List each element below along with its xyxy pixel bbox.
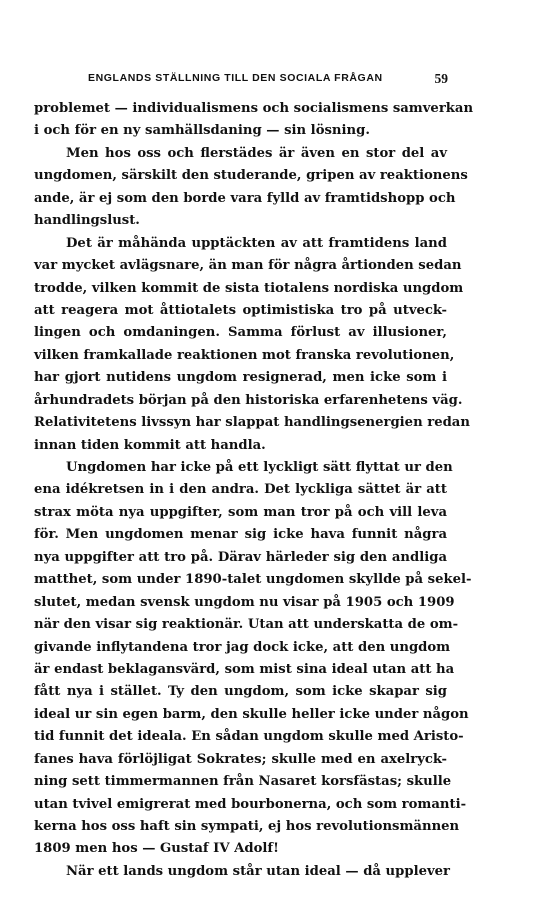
text-line: utan tvivel emigrerat med bourbonerna, och som romanti- [34, 796, 467, 812]
text-line: Ungdomen har icke på ett lyckligt sätt flyttat ur den [66, 460, 453, 475]
text-line: för. Men ungdomen menar sig icke hava funnit några [34, 527, 447, 543]
text-line: 1809 men hos — Gustaf IV Adolf! [34, 841, 279, 857]
text-line: ena idékretsen in i den andra. Det lyckliga sättet är att [34, 482, 447, 498]
text-line: kerna hos oss haft sin sympati, ej hos revolutionsmännen [34, 819, 460, 834]
text-line: att reagera mot åttiotalets optimistiska tro på utveck- [34, 302, 447, 318]
text-line: är endast beklagansvärd, som mist sina ideal utan att ha [34, 661, 455, 677]
text-line: ande, är ej som den borde vara fylld av framtidshopp och [34, 190, 456, 206]
page-number: 59 [434, 71, 448, 86]
text-line: givande inflytandena tror jag dock icke, att den ungdom [34, 639, 451, 655]
text-line: fanes hava förlöjligat Sokrates; skulle med en axelryck- [34, 751, 447, 767]
text-line: handlingslust. [34, 213, 140, 229]
text-line: problemet — individualismens och socialismens samverkan [34, 101, 474, 116]
text-line: århundradets början på den historiska erfarenhetens väg. [34, 392, 463, 408]
text-line: Relativitetens livssyn har slappat handlingsenergien redan [34, 415, 470, 431]
running-head [36, 72, 456, 90]
text-line: matthet, som under 1890-talet ungdomen skyllde på sekel- [34, 572, 472, 588]
text-line: tid funnit det ideala. En sådan ungdom skulle med Aristo- [34, 729, 464, 745]
text-line: när den visar sig reaktionär. Utan att underskatta de om- [34, 617, 459, 633]
text-line: ideal ur sin egen barm, den skulle heller icke under någon [34, 706, 469, 722]
text-line: ungdomen, särskilt den studerande, gripen av reaktionens [34, 168, 468, 184]
body-text [34, 98, 474, 883]
text-line: slutet, medan svensk ungdom nu visar på 1905 och 1909 [34, 594, 455, 610]
text-line: ning sett timmermannen från Nasaret korsfästas; skulle [34, 774, 452, 790]
text-line: strax möta nya uppgifter, som man tror på och vill leva [34, 504, 447, 520]
text-line: trodde, vilken kommit de sista tiotalens nordiska ungdom [34, 280, 464, 296]
text-line: fått nya i stället. Ty den ungdom, som icke skapar sig [34, 684, 447, 700]
text-line: i och för en ny samhällsdaning — sin lösning. [34, 123, 370, 139]
text-line: var mycket avlägsnare, än man för några årtionden sedan [34, 258, 462, 274]
text-line: När ett lands ungdom står utan ideal — då upplever [66, 863, 450, 879]
running-title: ENGLANDS STÄLLNING TILL DEN SOCIALA FRÅGAN [88, 72, 383, 84]
text-line: Men hos oss och flerstädes är även en stor del av [66, 145, 447, 161]
text-line: nya uppgifter att tro på. Därav härleder sig den andliga [34, 549, 447, 565]
text-line: Det är måhända upptäckten av att framtidens land [66, 235, 447, 251]
text-line: har gjort nutidens ungdom resignerad, men icke som i [34, 370, 447, 386]
text-line: lingen och omdaningen. Samma förlust av illusioner, [34, 325, 447, 341]
text-line: innan tiden kommit att handla. [34, 437, 266, 453]
text-line: vilken framkallade reaktionen mot franska revolutionen, [34, 347, 455, 363]
